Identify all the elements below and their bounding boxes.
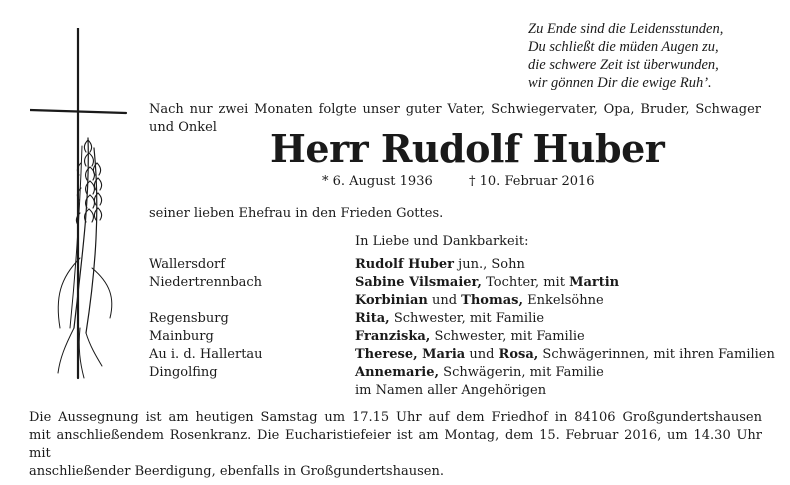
mourner-line: Sabine Vilsmaier, Tochter, mit Martin: [355, 275, 620, 290]
funeral-details-line: mit anschließendem Rosenkranz. Die Eucharistiefeier ist am Montag, dem 15. Februar 2016, um 14.30 Uhr mit: [29, 428, 762, 461]
funeral-details-line: Die Aussegnung ist am heutigen Samstag um 17.15 Uhr auf dem Friedhof in 84106 Großgundertshausen: [29, 410, 762, 425]
poem-block: [528, 20, 723, 92]
deceased-name: Herr Rudolf Huber: [270, 126, 665, 171]
place-name: Au i. d. Hallertau: [149, 347, 263, 362]
place-name: Niedertrennbach: [149, 275, 263, 290]
funeral-details-line: anschließender Beerdigung, ebenfalls in Großgundertshausen.: [29, 464, 444, 479]
poem-line: die schwere Zeit ist überwunden,: [528, 57, 719, 73]
mourner-line: Franziska, Schwester, mit Familie: [355, 329, 585, 344]
mourner-line: Rudolf Huber jun., Sohn: [355, 257, 525, 272]
mourner-line: Annemarie, Schwägerin, mit Familie: [355, 365, 604, 380]
place-name: Regensburg: [149, 311, 229, 326]
mourner-line: Therese, Maria und Rosa, Schwägerinnen, mit ihren Familien: [355, 347, 775, 362]
place-name: Wallersdorf: [149, 257, 226, 272]
intro-text: Nach nur zwei Monaten folgte unser guter Vater, Schwiegervater, Opa, Bruder, Schwager und Onkel: [149, 102, 761, 135]
poem-line: wir gönnen Dir die ewige Ruh’.: [528, 75, 712, 91]
funeral-details: [29, 409, 762, 481]
mourning-heading: In Liebe und Dankbarkeit:: [355, 234, 529, 249]
passage-text: seiner lieben Ehefrau in den Frieden Gottes.: [149, 206, 444, 221]
poem-line: Zu Ende sind die Leidensstunden,: [528, 21, 724, 37]
poem-line: Du schließt die müden Augen zu,: [528, 39, 719, 55]
mourner-line: Korbinian und Thomas, Enkelsöhne: [355, 293, 604, 308]
death-date: † 10. Februar 2016: [469, 174, 595, 189]
cross-with-wheat-icon: [30, 28, 130, 388]
mourner-line: im Namen aller Angehörigen: [355, 383, 547, 398]
place-name: Dingolfing: [149, 365, 218, 380]
birth-date: * 6. August 1936: [322, 174, 433, 189]
mourner-line: Rita, Schwester, mit Familie: [355, 311, 545, 326]
place-name: Mainburg: [149, 329, 214, 344]
